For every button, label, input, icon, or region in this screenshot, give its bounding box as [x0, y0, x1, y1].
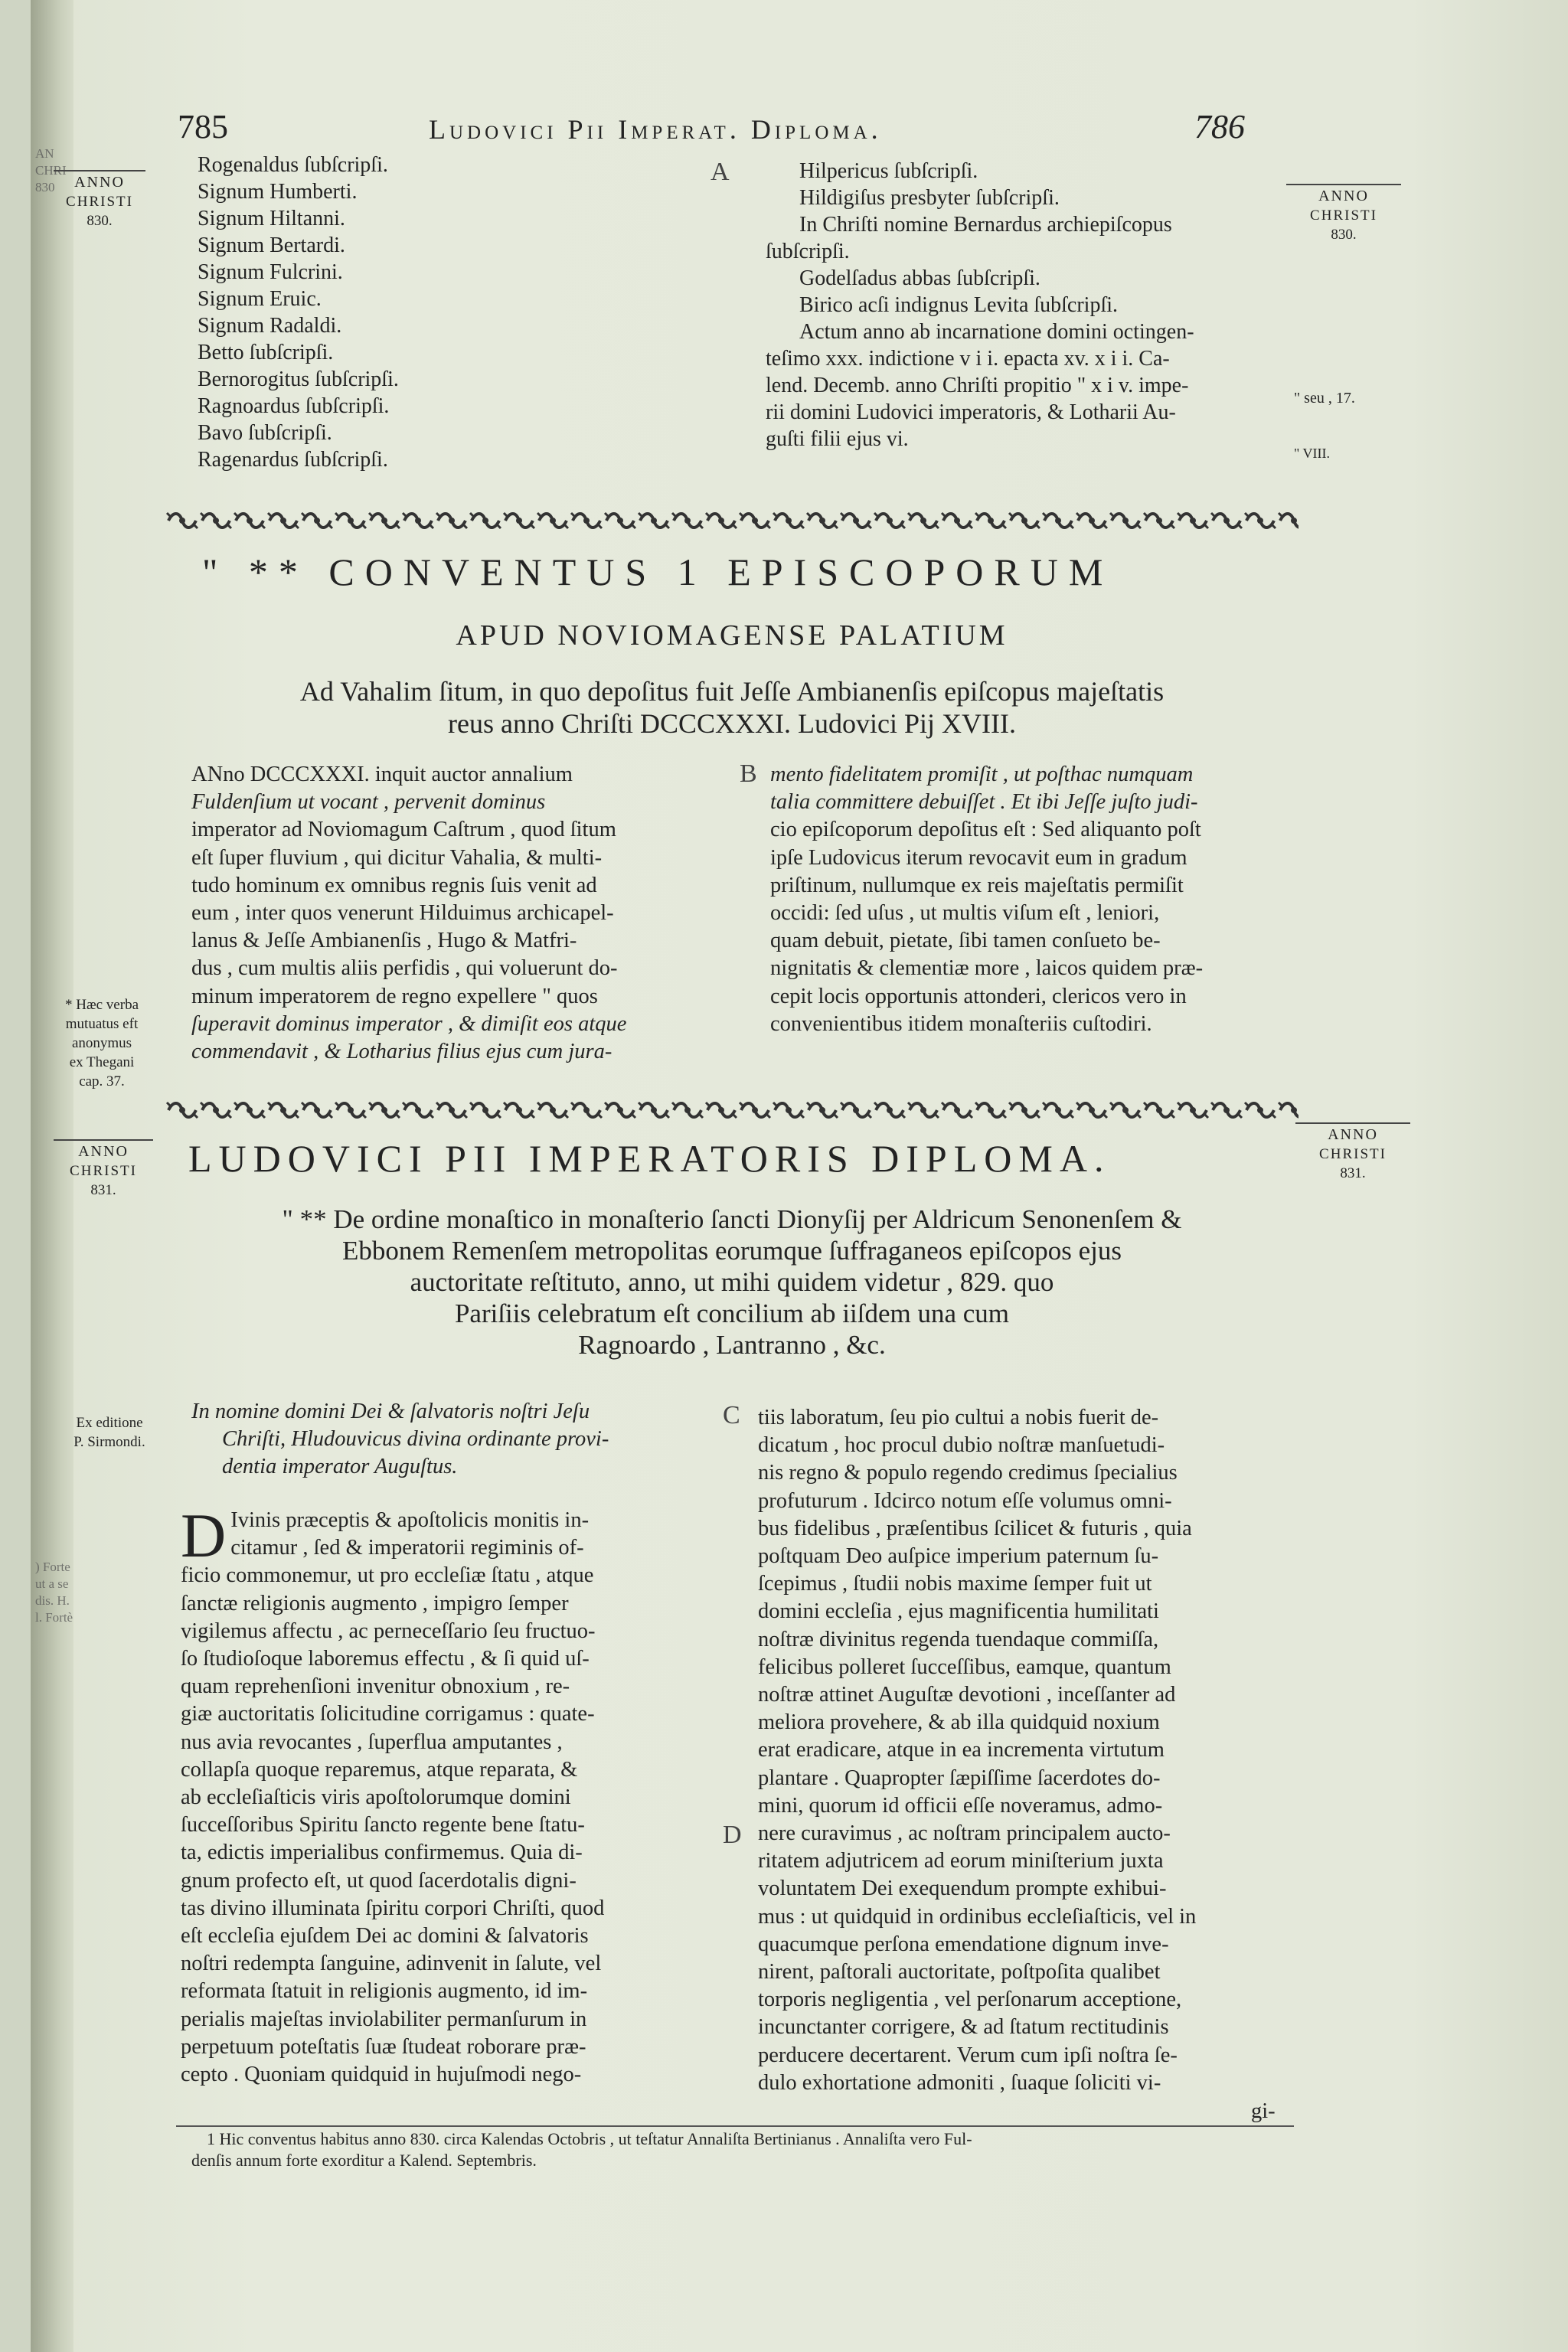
section1-description: Ad Vahalim ſitum, in quo depoſitus fuit Jeſſe Ambianenſis epiſcopus majeſtatis reus anno Chriſti DCCCXXXI. Ludovici Pij XVIII.: [299, 676, 1165, 739]
previous-page-edge: [35, 145, 74, 1626]
signature-list-left: [198, 152, 626, 473]
footnote-rule: [176, 2125, 1294, 2127]
marker-a: A: [710, 158, 730, 186]
diploma-intro: In nomine domini Dei & ſalvatoris noſtri Jeſu Chriſti, Hludouvicus divina ordinante provi- dentia imperator Auguſtus.: [191, 1400, 609, 1479]
margin-ex-editione: Ex editione P. Sirmondi.: [74, 1415, 145, 1450]
book-page: [31, 0, 1568, 2352]
signature-line: Signum Eruic.: [198, 287, 322, 311]
edge-text: ut a se: [35, 1576, 69, 1591]
drop-cap: D: [181, 1501, 227, 1570]
signature-line: Signum Hiltanni.: [198, 207, 345, 230]
ornament-band: [165, 508, 1298, 533]
signature-list-right: Hilpericus ſubſcripſi. Hildigiſus presbyter ſubſcripſi. In Chriſti nomine Bernardus archiepiſcopus ſubſcripſi. Godelſadus abbas ſubſcripſi. Birico acſi indignus Levita ſubſcripſi. Actum anno ab incarnatione domini octingen- teſimo xxx. indictione v i i. epacta xv. x i i. Ca- lend. Decemb. anno Chriſti propitio " x i v. impe- rii domini Ludovici imperatoris, & Lotharii Au- guſti filii ejus vi.: [766, 159, 1194, 451]
signature-line: Betto ſubſcripſi.: [198, 341, 334, 364]
running-title: Ludovici Pii Imperat. Diploma.: [429, 114, 882, 145]
edge-text: l. Fortè: [35, 1610, 74, 1625]
section1-column-left: ANno DCCCXXXI. inquit auctor annalium Fuldenſium ut vocant , pervenit dominus imperator ad Noviomagum Caſtrum , quod ſitum eſt ſuper fluvium , qui dicitur Vahalia, & multi- tudo hominum ex omnibus regnis ſuis venit ad eum , inter quos venerunt Hilduimus archicapel- lanus & Jeſſe Ambianenſis , Hugo & Matfri- dus , cum multis aliis perfidis , qui voluerunt do- minum imperatorem de regno expellere " quos ſuperavit dominus imperator , & dimiſit eos atque commendavit , & Lotharius filius ejus cum jura-: [191, 763, 627, 1064]
margin-haec-verba: * Hæc verba mutuatus eft anonymus ex Thegani cap. 37.: [64, 997, 139, 1089]
margin-anno-831-left: ANNO CHRISTI 831.: [54, 1139, 153, 1200]
signature-line: Signum Bertardi.: [198, 234, 345, 257]
edge-text: 830: [35, 180, 55, 194]
section2-description: " ** De ordine monaſtico in monaſterio ſancti Dionyſij per Aldricum Senonenſem & Ebbonem Remenſem metropolitas eorumque ſuffraganeos epiſcopos ejus auctoritate reſtituto, anno, ut mihi quidem videtur , 829. quo Pariſiis celebratum eſt concilium ab iiſdem una cum Ragnoardo , Lantranno , &c.: [282, 1204, 1182, 1360]
footnote: 1 Hic conventus habitus anno 830. circa Kalendas Octobris , ut teſtatur Annaliſta Bertinianus . Annaliſta vero Ful- denſis annum forte exorditur a Kalend. Septembris.: [191, 2129, 972, 2170]
section2-column-left: D Ivinis præceptis & apoſtolicis monitis in- citamur , ſed & imperatorii regiminis of- ficio commonemur, ut pro eccleſiæ ſtatu , atque ſanctæ religionis augmento , impigro ſemper vigilemus affectu , ac perneceſſario ſeu fructuo- ſo ſtudioſoque laboremus effectu , & ſi quid uſ- quam reprehenſioni invenitur obnoxium , re- giæ auctoritatis ſolicitudine corrigamus : quate- nus avia revocantes , ſuperflua amputantes , collapſa quoque reparemus, atque reparata, & ab eccleſiaſticis viris apoſtolorumque domini ſucceſſoribus Spiritu ſancto regente bene ſtatu- ta, edictis imperialibus confirmemus. Quia di- gnum profecto eſt, ut quod ſacerdotalis digni- tas divino illuminata ſpiritu corpori Chriſti, quod eſt eccleſia ejuſdem Dei ac domini & ſalvatoris noſtri redempta ſanguine, adinvenit in ſalute, vel reformata ſtatuit in religionis augmento, id im- perialis majeſtas inviolabiliter permanſurum in perpetuum poteſtatis ſuæ ſtudeat roborare præ- cepto . Quoniam quidquid in hujuſmodi nego-: [181, 1501, 605, 2087]
signature-line: Ragenardus ſubſcripſi.: [198, 448, 388, 472]
margin-anno-831-right: ANNO CHRISTI 831.: [1295, 1122, 1410, 1183]
page-number-left: 785: [178, 108, 228, 145]
signature-line: Signum Humberti.: [198, 180, 358, 204]
edge-text: dis. H.: [35, 1593, 70, 1608]
signature-line: Signum Radaldi.: [198, 314, 342, 338]
marker-c: C: [723, 1401, 740, 1429]
section1-column-right: mento fidelitatem promiſit , ut poſthac numquam talia committere debuiſſet . Et ibi Jeſſe juſto judi- cio epiſcoporum depoſitus eſt : Sed aliquanto poſt ipſe Ludovicus iterum revocavit eum in gradum priſtinum, nullumque ex reis majeſtatis permiſit occidi: ſed uſus , ut multis viſum eſt , leniori, quam debuit, pietate, ſibi tamen conſueto be- nignitatis & clementiæ more , laicos quidem præ- cepit locis opportunis attonderi, clericos vero in convenientibus itidem monaſteriis cuſtodiri.: [770, 763, 1204, 1036]
signature-line: Ragnoardus ſubſcripſi.: [198, 394, 390, 418]
edge-text: ) Forte: [35, 1560, 70, 1574]
edge-text: AN: [35, 146, 54, 161]
signature-line: Bernorogitus ſubſcripſi.: [198, 368, 399, 391]
margin-viii-note: " VIII.: [1294, 446, 1331, 461]
page-number-right: 786: [1194, 108, 1245, 145]
margin-anno-830-right: ANNO CHRISTI 830.: [1286, 184, 1401, 244]
section2-column-right: tiis laboratum, ſeu pio cultui a nobis fuerit de- dicatum , hoc procul dubio noſtræ manſuetudi- nis regno & populo regendo credimus ſpecialius profuturum . Idcirco notum eſſe volumus omni- bus fidelibus , præſentibus ſcilicet & futuris , quia poſtquam Deo auſpice imperium paternum ſu- ſcepimus , ſtudii nobis maxime ſemper fuit ut domini eccleſia , ejus magnificentia humilitati noſtræ divinitus regenda tuendaque commiſſa, felicibus polleret ſucceſſibus, eamque, quantum noſtræ attinet Auguſtæ devotioni , inceſſanter ad meliora provehere, & ab illa quidquid noxium erat eradicare, atque in ea incrementa virtutum plantare . Quapropter ſæpiſſime ſacerdotes do- mini, quorum id officii eſſe noveramus, admo- nere curavimus , ac noſtram principalem aucto- ritatem adjutricem ad eorum miniſterium juxta voluntatem Dei exequendum prompte exhibui- mus : ut quidquid in ordinibus eccleſiaſticis, vel in quacumque perſona emendatione dignum inve- nirent, paſtorali auctoritate, poſtpoſita qualibet torporis negligentia , vel perſonarum acceptione, incunctanter corrigere, & ad ſtatum rectitudinis perducere decertarent. Verum cum ipſi noſtra ſe- dulo exhortatione admoniti , ſuaque ſoliciti vi-: [758, 1406, 1197, 2095]
margin-anno-830-left: ANNO CHRISTI 830.: [54, 170, 145, 230]
margin-seu-note: " seu , 17.: [1294, 390, 1355, 407]
section1-subtitle: APUD NOVIOMAGENSE PALATIUM: [456, 619, 1008, 652]
marker-b: B: [740, 760, 757, 788]
section1-title: " ** CONVENTUS 1 EPISCOPORUM: [202, 550, 1114, 593]
signature-line: Bavo ſubſcripſi.: [198, 421, 332, 445]
ornament-band: [165, 1098, 1298, 1122]
signature-line: Signum Fulcrini.: [198, 260, 343, 284]
catchword: gi-: [1251, 2099, 1276, 2123]
marker-d: D: [723, 1821, 742, 1849]
edge-text: CHRI: [35, 163, 67, 178]
section2-title: LUDOVICI PII IMPERATORIS DIPLOMA.: [188, 1137, 1111, 1180]
signature-line: Rogenaldus ſubſcripſi.: [198, 153, 388, 177]
